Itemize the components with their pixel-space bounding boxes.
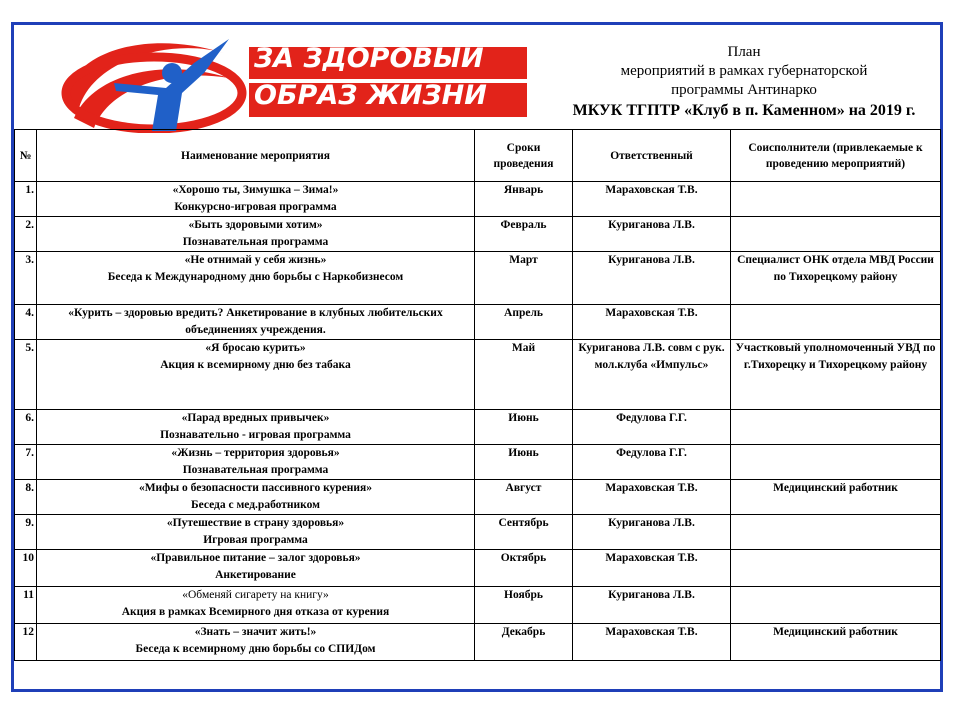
- responsible-cell: Куриганова Л.В.: [573, 217, 731, 252]
- responsible-cell: Мараховская Т.В.: [573, 305, 731, 340]
- row-number: 5.: [15, 340, 37, 410]
- table-row: [15, 182, 941, 217]
- header-dates: Сроки проведения: [475, 130, 573, 182]
- responsible-cell: Куриганова Л.В.: [573, 587, 731, 624]
- event-title: «Знать – значит жить!»: [194, 626, 317, 638]
- row-number: 12: [15, 624, 37, 661]
- event-name-cell: [37, 182, 475, 217]
- row-number: 11: [15, 587, 37, 624]
- month-cell: Октябрь: [475, 550, 573, 587]
- healthy-lifestyle-logo: [54, 33, 534, 133]
- responsible-cell: Федулова Г.Г.: [573, 445, 731, 480]
- event-name-cell: [37, 305, 475, 340]
- event-title: «Хорошо ты, Зимушка – Зима!»: [172, 184, 339, 196]
- table-row: [15, 445, 941, 480]
- event-title: «Я бросаю курить»: [205, 342, 306, 354]
- month-cell: Январь: [475, 182, 573, 217]
- table-header-row: [15, 130, 941, 182]
- responsible-cell: Федулова Г.Г.: [573, 410, 731, 445]
- partners-cell: Специалист ОНК отдела МВД России по Тихорецкому району: [731, 252, 941, 305]
- table-row: [15, 480, 941, 515]
- event-name-cell: [37, 217, 475, 252]
- event-title: «Обменяй сигарету на книгу»: [182, 589, 329, 601]
- row-number: 3.: [15, 252, 37, 305]
- event-name-cell: [37, 410, 475, 445]
- header-responsible: Ответственный: [573, 130, 731, 182]
- table-row: [15, 587, 941, 624]
- responsible-cell: Куриганова Л.В.: [573, 252, 731, 305]
- row-number: 2.: [15, 217, 37, 252]
- month-cell: Ноябрь: [475, 587, 573, 624]
- table-row: [15, 550, 941, 587]
- responsible-cell: Куриганова Л.В.: [573, 515, 731, 550]
- partners-cell: [731, 515, 941, 550]
- header-event-name: Наименование мероприятия: [37, 130, 475, 182]
- table-row: [15, 217, 941, 252]
- month-cell: Апрель: [475, 305, 573, 340]
- event-title: «Не отнимай у себя жизнь»: [184, 254, 327, 266]
- row-number: 10: [15, 550, 37, 587]
- heading-line2: мероприятий в рамках губернаторской: [620, 63, 868, 79]
- event-type: Беседа с мед.работником: [190, 499, 321, 511]
- month-cell: Июнь: [475, 410, 573, 445]
- row-number: 6.: [15, 410, 37, 445]
- event-type: Акция к всемирному дню без табака: [160, 359, 351, 371]
- event-name-cell: [37, 624, 475, 661]
- event-name-cell: [37, 340, 475, 410]
- events-table: [14, 129, 941, 661]
- event-name-cell: [37, 550, 475, 587]
- event-title: «Быть здоровыми хотим»: [188, 219, 323, 231]
- partners-cell: [731, 550, 941, 587]
- responsible-cell: Куриганова Л.В. совм с рук. мол.клуба «Импульс»: [573, 340, 731, 410]
- table-row: [15, 410, 941, 445]
- partners-cell: [731, 217, 941, 252]
- event-name-cell: [37, 252, 475, 305]
- event-name-cell: [37, 480, 475, 515]
- event-type: Конкурсно-игровая программа: [174, 201, 337, 213]
- event-title: «Жизнь – территория здоровья»: [171, 447, 340, 459]
- event-type: Беседа к Международному дню борьбы с Наркобизнесом: [107, 271, 404, 283]
- table-row: [15, 515, 941, 550]
- month-cell: Сентябрь: [475, 515, 573, 550]
- logo-text-line2: ОБРАЗ ЖИЗНИ: [254, 80, 487, 111]
- row-number: 9.: [15, 515, 37, 550]
- partners-cell: Медицинский работник: [731, 480, 941, 515]
- event-type: Познавательная программа: [182, 464, 329, 476]
- logo-text-line1: ЗА ЗДОРОВЫЙ: [254, 43, 484, 74]
- month-cell: Май: [475, 340, 573, 410]
- event-title: «Путешествие в страну здоровья»: [166, 517, 345, 529]
- event-type: Анкетирование: [215, 569, 296, 581]
- header-partners: Соисполнители (привлекаемые к проведению мероприятий): [731, 130, 941, 182]
- event-type: Познавательная программа: [182, 236, 329, 248]
- event-name-cell: [37, 587, 475, 624]
- row-number: 4.: [15, 305, 37, 340]
- row-number: 7.: [15, 445, 37, 480]
- responsible-cell: Мараховская Т.В.: [573, 182, 731, 217]
- document-frame: [11, 22, 943, 692]
- month-cell: Июнь: [475, 445, 573, 480]
- event-type: Познавательно - игровая программа: [160, 429, 351, 441]
- event-title: «Мифы о безопасности пассивного курения»: [138, 482, 373, 494]
- responsible-cell: Мараховская Т.В.: [573, 480, 731, 515]
- row-number: 8.: [15, 480, 37, 515]
- event-name-cell: [37, 515, 475, 550]
- event-name-cell: [37, 445, 475, 480]
- responsible-cell: Мараховская Т.В.: [573, 550, 731, 587]
- partners-cell: [731, 182, 941, 217]
- heading-line4: МКУК ТГПТР «Клуб в п. Каменном» на 2019 г.: [572, 102, 916, 119]
- month-cell: Февраль: [475, 217, 573, 252]
- event-title: «Парад вредных привычек»: [181, 412, 330, 424]
- header-number: №: [15, 130, 37, 182]
- event-title: «Правильное питание – залог здоровья»: [150, 552, 361, 564]
- table-row: [15, 624, 941, 661]
- partners-cell: [731, 305, 941, 340]
- table-row: [15, 305, 941, 340]
- plan-heading: [534, 43, 954, 120]
- partners-cell: Участковый уполномоченный УВД по г.Тихорецку и Тихорецкому району: [731, 340, 941, 410]
- event-type: Игровая программа: [203, 534, 308, 546]
- row-number: 1.: [15, 182, 37, 217]
- partners-cell: [731, 410, 941, 445]
- partners-cell: [731, 445, 941, 480]
- partners-cell: [731, 587, 941, 624]
- partners-cell: Медицинский работник: [731, 624, 941, 661]
- month-cell: Август: [475, 480, 573, 515]
- event-title: «Курить – здоровью вредить? Анкетирование в клубных любительских объединениях учреждения.: [68, 307, 443, 336]
- month-cell: Март: [475, 252, 573, 305]
- table-row: [15, 340, 941, 410]
- heading-line1: План: [727, 44, 761, 60]
- month-cell: Декабрь: [475, 624, 573, 661]
- event-type: Акция в рамках Всемирного дня отказа от курения: [121, 606, 390, 618]
- responsible-cell: Мараховская Т.В.: [573, 624, 731, 661]
- event-type: Беседа к всемирному дню борьбы со СПИДом: [135, 643, 376, 655]
- heading-line3: программы Антинарко: [671, 82, 817, 98]
- table-row: [15, 252, 941, 305]
